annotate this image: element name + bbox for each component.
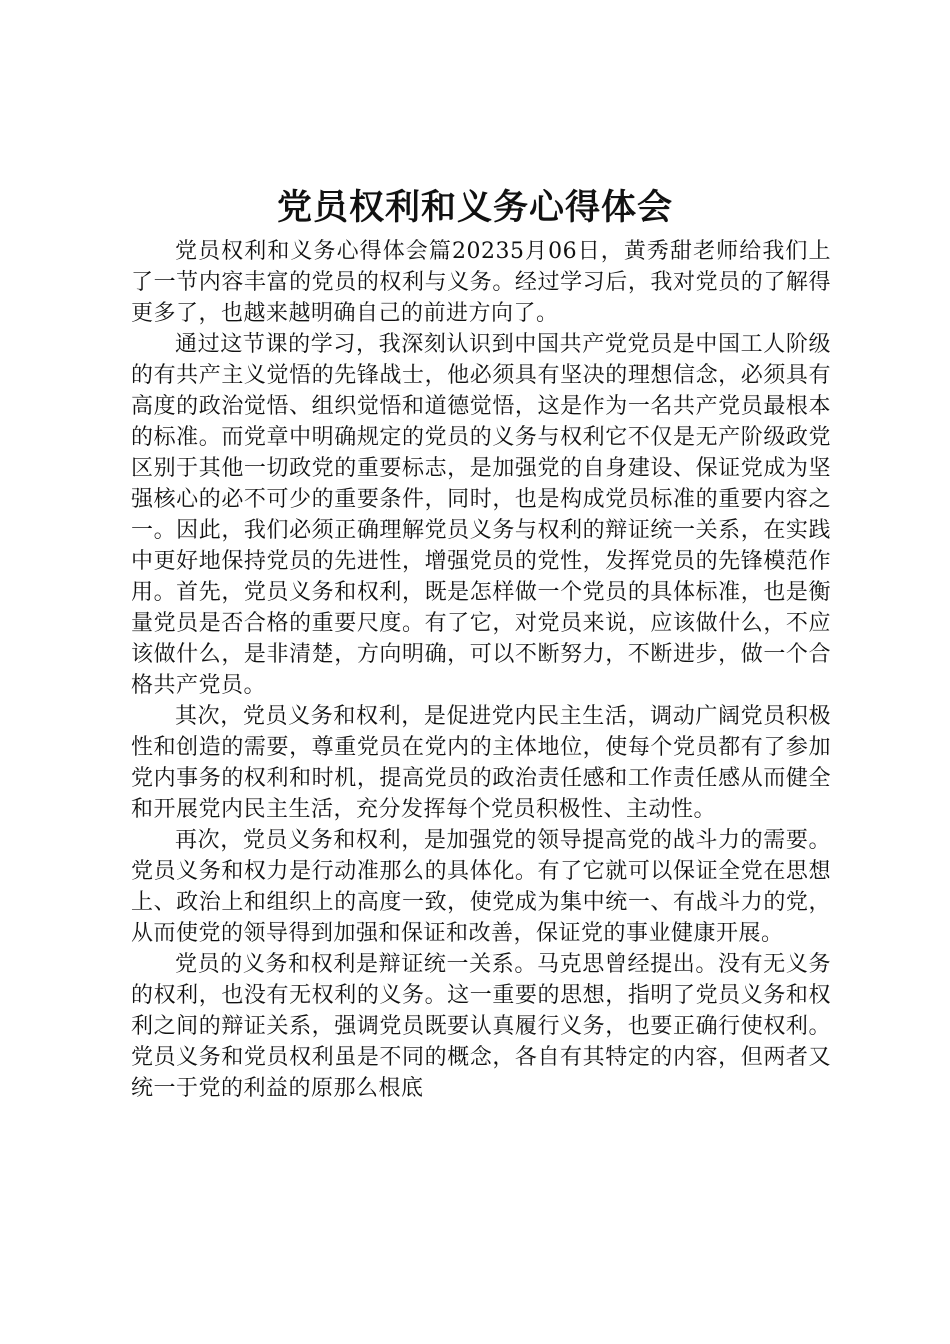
- paragraph-3: 其次，党员义务和权利，是促进党内民主生活，调动广阔党员积极性和创造的需要，尊重党员在党内的主体地位，使每个党员都有了参加党内事务的权利和时机，提高党员的政治责任感和工作责任感从而健全和开展党内民主生活，充分发挥每个党员积极性、主动性。: [131, 704, 831, 822]
- document-title: 党员权利和义务心得体会: [276, 187, 673, 228]
- paragraph-2: 通过这节课的学习，我深刻认识到中国共产党党员是中国工人阶级的有共产主义觉悟的先锋战士，他必须具有坚决的理想信念，必须具有高度的政治觉悟、组织觉悟和道德觉悟，这是作为一名共产党员最根本的标准。而党章中明确规定的党员的义务与权利它不仅是无产阶级政党区别于其他一切政党的重要标志，是加强党的自身建设、保证党成为坚强核心的必不可少的重要条件，同时，也是构成党员标准的重要内容之一。因此，我们必须正确理解党员义务与权利的辩证统一关系，在实践中更好地保持党员的先进性，增强党员的党性，发挥党员的先锋模范作用。首先，党员义务和权利，既是怎样做一个党员的具体标准，也是衡量党员是否合格的重要尺度。有了它，对党员来说，应该做什么，不应该做什么，是非清楚，方向明确，可以不断努力，不断进步，做一个合格共产党员。: [131, 332, 831, 698]
- paragraph-4: 再次，党员义务和权利，是加强党的领导提高党的战斗力的需要。党员义务和权力是行动准那么的具体化。有了它就可以保证全党在思想上、政治上和组织上的高度一致，使党成为集中统一、有战斗力的党，从而使党的领导得到加强和保证和改善，保证党的事业健康开展。: [131, 828, 831, 946]
- paragraph-5: 党员的义务和权利是辩证统一关系。马克思曾经提出。没有无义务的权利，也没有无权利的义务。这一重要的思想，指明了党员义务和权利之间的辩证关系，强调党员既要认真履行义务，也要正确行使权利。党员义务和党员权利虽是不同的概念，各自有其特定的内容，但两者又统一于党的利益的原那么根底: [131, 952, 831, 1101]
- document-body: [131, 236, 831, 1104]
- paragraph-1: 党员权利和义务心得体会篇20235月06日，黄秀甜老师给我们上了一节内容丰富的党员的权利与义务。经过学习后，我对党员的了解得更多了，也越来越明确自己的前进方向了。: [131, 239, 831, 326]
